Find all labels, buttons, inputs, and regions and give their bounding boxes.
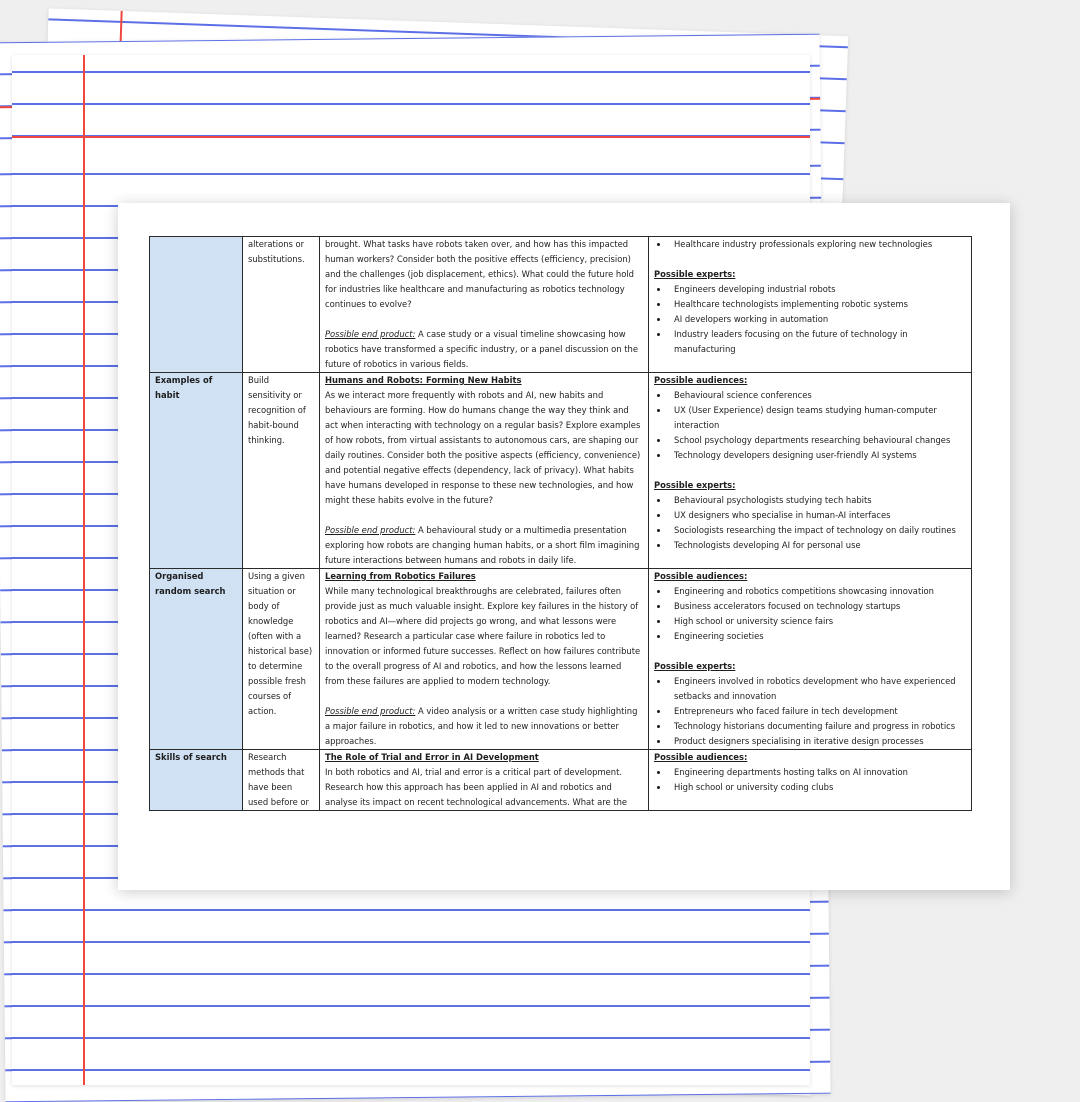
end-product-label: Possible end product: (325, 706, 416, 716)
list-item: Engineers involved in robotics development who have experienced setbacks and innovation (654, 674, 966, 704)
task-cell (320, 373, 649, 569)
strategy-description-cell: Research methods that have been used before or (243, 750, 320, 811)
strategy-description-cell: Using a given situation or body of knowledge (often with a historical base) to determine possible fresh courses of action. (243, 569, 320, 750)
end-product-label: Possible end product: (325, 329, 416, 339)
audiences-label: Possible audiences: (654, 752, 748, 762)
table-row (150, 373, 972, 569)
list-item: Engineering departments hosting talks on AI innovation (654, 765, 966, 780)
list-item: Industry leaders focusing on the future of technology in manufacturing (654, 327, 966, 357)
list-item: Behavioural science conferences (654, 388, 966, 403)
experts-label: Possible experts: (654, 661, 736, 671)
margin-line (83, 55, 85, 1085)
list-item: High school or university science fairs (654, 614, 966, 629)
list-item: Engineering and robotics competitions showcasing innovation (654, 584, 966, 599)
list-item: Sociologists researching the impact of technology on daily routines (654, 523, 966, 538)
task-cell (320, 569, 649, 750)
spacer (325, 508, 643, 523)
list-item: Healthcare technologists implementing robotic systems (654, 297, 966, 312)
list-item: School psychology departments researching behavioural changes (654, 433, 966, 448)
table-row (150, 750, 972, 811)
strategy-name-cell (150, 237, 243, 373)
table-row (150, 237, 972, 373)
spacer (325, 312, 643, 327)
audiences-experts-cell (649, 569, 972, 750)
list-item: Technologists developing AI for personal use (654, 538, 966, 553)
audiences-label: Possible audiences: (654, 571, 748, 581)
experts-list (654, 674, 966, 749)
audiences-list (654, 388, 966, 463)
strategy-name-cell: Skills of search (150, 750, 243, 811)
list-item: Healthcare industry professionals exploring new technologies (654, 237, 966, 252)
document-page (118, 203, 1010, 890)
task-cell (320, 237, 649, 373)
end-product-text: A behavioural study or a multimedia presentation exploring how robots are changing human habits, or a short film imagining future interactions between humans and robots in daily life. (325, 525, 640, 565)
strategy-name-cell: Examples of habit (150, 373, 243, 569)
list-item: Behavioural psychologists studying tech habits (654, 493, 966, 508)
list-item: Entrepreneurs who faced failure in tech development (654, 704, 966, 719)
list-item: Engineers developing industrial robots (654, 282, 966, 297)
audiences-list (654, 584, 966, 644)
list-item: High school or university coding clubs (654, 780, 966, 795)
task-body: While many technological breakthroughs are celebrated, failures often provide just as much valuable insight. Explore key failures in the history of robotics and AI—where did projects go wrong, and what lessons were learned? Research a particular case where failure in robotics led to innovation or informed future successes. Reflect on how failures contribute to the overall progress of AI and robotics, and how the lessons learned from these failures are applied to modern technology. (325, 586, 641, 686)
list-item: Technology developers designing user-friendly AI systems (654, 448, 966, 463)
end-product-label: Possible end product: (325, 525, 416, 535)
task-title: Humans and Robots: Forming New Habits (325, 375, 522, 385)
spacer (654, 644, 966, 659)
experts-list (654, 493, 966, 553)
experts-label: Possible experts: (654, 480, 736, 490)
list-item: Technology historians documenting failure and progress in robotics (654, 719, 966, 734)
task-body: In both robotics and AI, trial and error is a critical part of development. Research how this approach has been applied in AI and robotics and analyse its impact on recent technological advancements. What are the (325, 767, 628, 807)
experts-list (654, 282, 966, 357)
end-product (325, 327, 643, 372)
audiences-experts-cell (649, 373, 972, 569)
table-row (150, 569, 972, 750)
spacer (325, 689, 643, 704)
audiences-experts-cell (649, 750, 972, 811)
end-product-text: A case study or a visual timeline showcasing how robotics have transformed a specific industry, or a panel discussion on the future of robotics in various fields. (325, 329, 639, 369)
experts-label: Possible experts: (654, 269, 736, 279)
list-item: AI developers working in automation (654, 312, 966, 327)
list-item: Product designers specialising in iterative design processes (654, 734, 966, 749)
header-line (12, 136, 810, 138)
spacer (654, 463, 966, 478)
list-item: Business accelerators focused on technology startups (654, 599, 966, 614)
audiences-label: Possible audiences: (654, 375, 748, 385)
audiences-list (654, 237, 966, 252)
strategy-name-cell: Organised random search (150, 569, 243, 750)
task-body: As we interact more frequently with robots and AI, new habits and behaviours are forming. How do humans change the way they think and act when interacting with technology on a regular basis? Explore examples of how robots, from virtual assistants to autonomous cars, are shaping our daily routines. Consider both the positive aspects (efficiency, convenience) and potential negative effects (dependency, lack of privacy). What habits have humans developed in response to these new technologies, and how might these habits evolve in the future? (325, 390, 641, 505)
spacer (654, 252, 966, 267)
list-item: UX (User Experience) design teams studying human-computer interaction (654, 403, 966, 433)
task-title: The Role of Trial and Error in AI Development (325, 752, 539, 762)
task-title: Learning from Robotics Failures (325, 571, 476, 581)
end-product (325, 704, 643, 749)
end-product-text: A video analysis or a written case study highlighting a major failure in robotics, and how it led to new innovations or better approaches. (325, 706, 638, 746)
audiences-list (654, 765, 966, 795)
strategy-description-cell: alterations or substitutions. (243, 237, 320, 373)
strategy-description-cell: Build sensitivity or recognition of habit-bound thinking. (243, 373, 320, 569)
list-item: Engineering societies (654, 629, 966, 644)
list-item: UX designers who specialise in human-AI interfaces (654, 508, 966, 523)
thinking-tools-table (149, 236, 972, 811)
task-body: brought. What tasks have robots taken over, and how has this impacted human workers? Consider both the positive effects (efficiency, precision) and the challenges (job displacement, ethics). What could the future hold for industries like healthcare and manufacturing as robotics technology continues to evolve? (325, 239, 634, 309)
end-product (325, 523, 643, 568)
task-cell (320, 750, 649, 811)
audiences-experts-cell (649, 237, 972, 373)
